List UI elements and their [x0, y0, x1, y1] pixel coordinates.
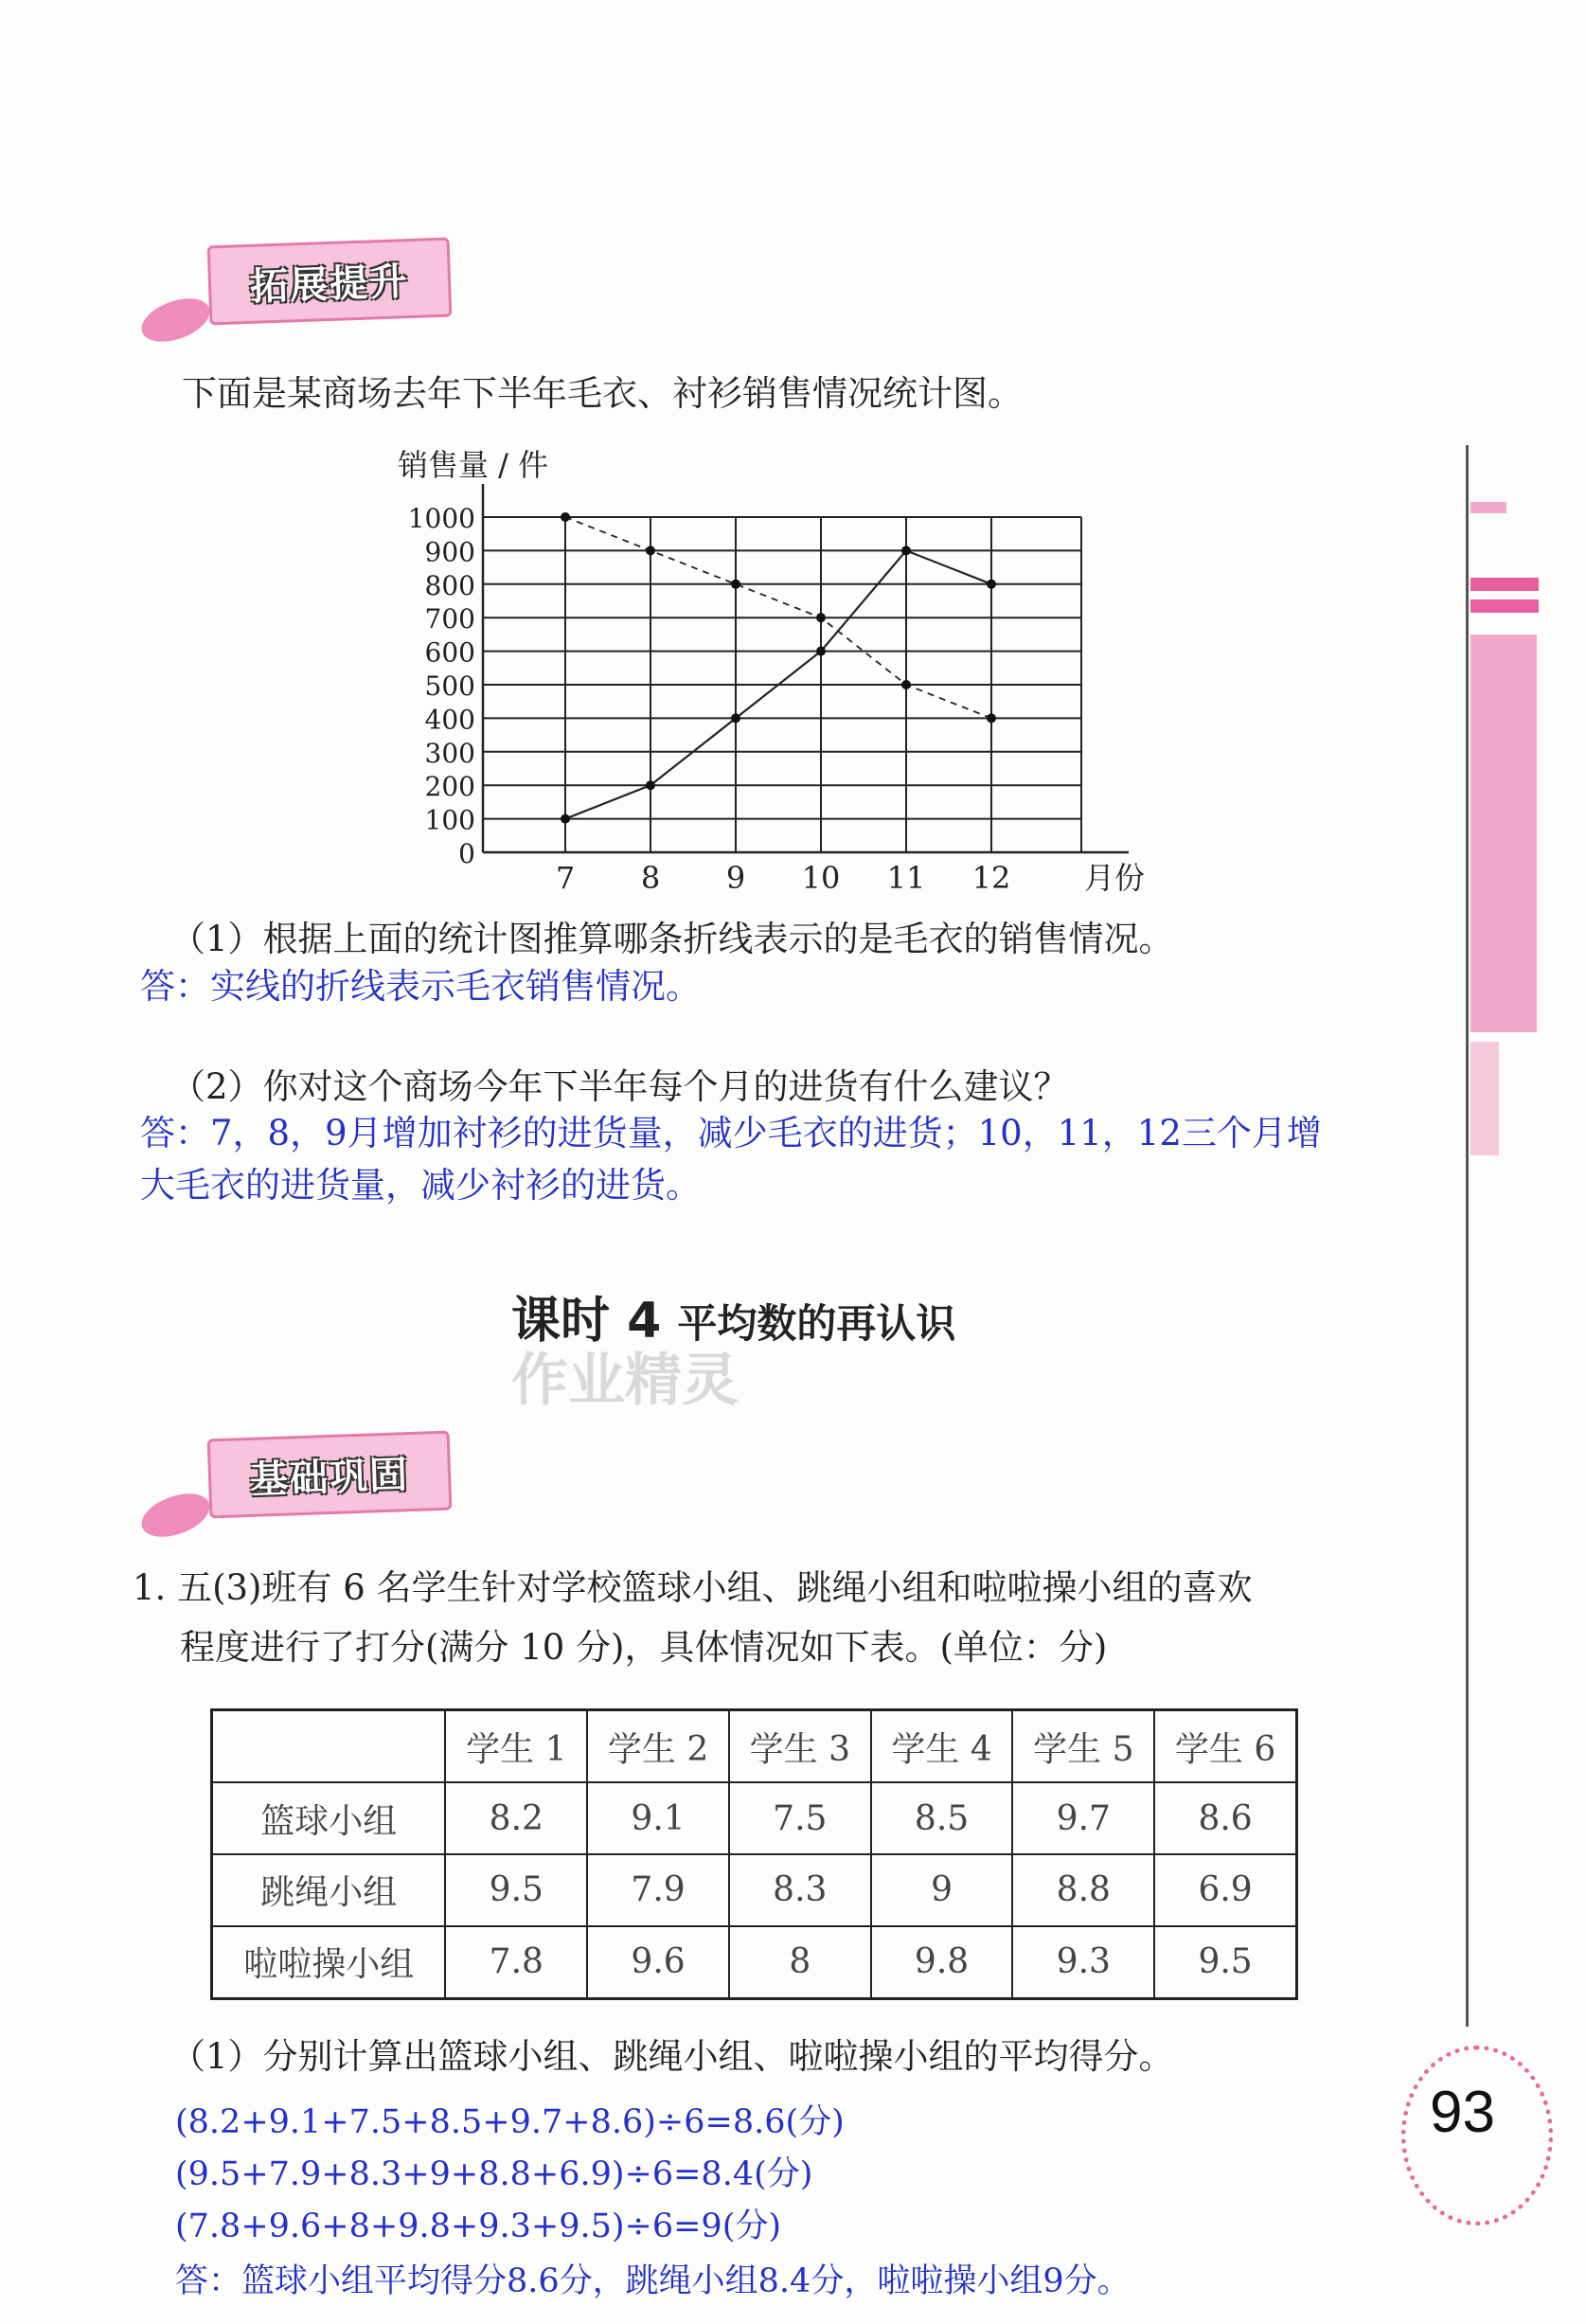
- table-cell: 7.8: [445, 1926, 587, 1999]
- data-point: [816, 613, 826, 622]
- data-point: [816, 647, 826, 656]
- chart-intro: 下面是某商场去年下半年毛衣、衬衫销售情况统计图。: [182, 373, 1023, 414]
- watermark: 作业精灵: [511, 1348, 739, 1414]
- y-tick-label: 300: [424, 737, 475, 769]
- table-cell: 7.9: [587, 1854, 729, 1926]
- x-tick-label: 9: [725, 860, 746, 896]
- data-point: [731, 580, 740, 589]
- table-cell: 9.7: [1012, 1782, 1154, 1854]
- x-tick-label: 7: [555, 860, 576, 896]
- table-header-cell: 学生 2: [587, 1710, 729, 1783]
- flower-decoration-icon: [135, 1485, 215, 1545]
- right-decor-bar-2: [1470, 578, 1539, 591]
- table-cell: 8.5: [871, 1782, 1013, 1854]
- p1-calc-1: (8.2+9.1+7.5+8.5+9.7+8.6)÷6=8.6(分): [175, 2103, 845, 2141]
- y-tick-label: 500: [424, 670, 475, 702]
- y-tick-label: 400: [424, 704, 475, 736]
- answer-2-line1: 答：7，8，9月增加衬衫的进货量，减少毛衣的进货；10，11，12三个月增: [140, 1113, 1322, 1153]
- data-point: [561, 512, 570, 522]
- y-tick-label: 0: [458, 838, 475, 869]
- p1-calc-3: (7.8+9.6+8+9.8+9.3+9.5)÷6=9(分): [175, 2208, 782, 2245]
- table-cell: 7.5: [729, 1782, 871, 1854]
- right-decor-bar-1: [1470, 502, 1506, 513]
- page-number: 93: [1430, 2080, 1495, 2145]
- table-row: [212, 1782, 1297, 1854]
- question-2: （2）你对这个商场今年下半年每个月的进货有什么建议？: [170, 1066, 1069, 1107]
- table-cell: 9: [871, 1854, 1013, 1926]
- y-tick-label: 200: [424, 771, 475, 803]
- y-tick-label: 1000: [407, 503, 475, 534]
- section-badge-extension: [207, 238, 453, 326]
- table-cell: 9.3: [1012, 1926, 1154, 1999]
- chart-xlabel: 月份: [1084, 860, 1146, 896]
- data-point: [731, 713, 740, 723]
- badge-label: 拓展提升: [249, 259, 410, 310]
- x-tick-label: 8: [640, 860, 661, 896]
- table-cell: 篮球小组: [212, 1782, 446, 1854]
- section-badge-basics: [207, 1431, 453, 1519]
- table-cell: 9.5: [1154, 1926, 1296, 1999]
- table-cell: 跳绳小组: [212, 1854, 446, 1926]
- data-point: [646, 545, 655, 555]
- table-header-cell: 学生 5: [1012, 1710, 1154, 1783]
- badge-label: 基础巩固: [249, 1453, 410, 1503]
- y-tick-label: 700: [424, 603, 475, 635]
- table-cell: 8.8: [1012, 1854, 1154, 1926]
- problem-1-line1: 1. 五(3)班有 6 名学生针对学校篮球小组、跳绳小组和啦啦操小组的喜欢: [133, 1567, 1253, 1608]
- x-tick-label: 11: [886, 860, 926, 896]
- y-tick-label: 800: [424, 569, 475, 601]
- table-cell: 8.3: [729, 1854, 871, 1926]
- chart-ylabel: 销售量 / 件: [398, 447, 549, 483]
- table-cell: 8: [729, 1926, 871, 1999]
- data-point: [987, 713, 996, 723]
- right-decor-strip: [1470, 635, 1537, 1032]
- right-decor-bar-4: [1470, 1042, 1499, 1155]
- question-1: （1）根据上面的统计图推算哪条折线表示的是毛衣的销售情况。: [170, 919, 1174, 959]
- p1-answer: 答：篮球小组平均得分8.6分，跳绳小组8.4分，啦啦操小组9分。: [175, 2262, 1131, 2300]
- table-cell: 8.6: [1154, 1782, 1296, 1854]
- data-point: [646, 780, 655, 790]
- table-cell: 啦啦操小组: [212, 1926, 446, 1999]
- right-margin-line: [1466, 445, 1469, 2027]
- table-header-cell: 学生 1: [445, 1710, 587, 1783]
- table-cell: 6.9: [1154, 1854, 1296, 1926]
- table-cell: 9.5: [445, 1854, 587, 1926]
- data-point: [901, 545, 911, 555]
- y-tick-label: 900: [424, 536, 475, 568]
- data-point: [561, 814, 570, 824]
- table-cell: 8.2: [445, 1782, 587, 1854]
- table-header-cell: 学生 4: [871, 1710, 1013, 1783]
- p1-question-1: （1）分别计算出篮球小组、跳绳小组、啦啦操小组的平均得分。: [170, 2036, 1174, 2077]
- table-header-cell: [212, 1710, 446, 1783]
- data-point: [901, 680, 911, 689]
- table-row: [212, 1926, 1297, 1999]
- data-point: [987, 580, 996, 589]
- x-tick-label: 10: [801, 860, 841, 896]
- right-decor-bar-3: [1470, 599, 1539, 613]
- problem-1-line2: 程度进行了打分(满分 10 分)，具体情况如下表。(单位：分): [180, 1627, 1108, 1668]
- y-tick-label: 600: [424, 636, 475, 669]
- table-cell: 9.1: [587, 1782, 729, 1854]
- sales-line-chart: [379, 436, 1193, 909]
- table-cell: 9.6: [587, 1926, 729, 1999]
- lesson-name: 平均数的再认识: [677, 1300, 956, 1347]
- answer-2-line2: 大毛衣的进货量，减少衬衫的进货。: [140, 1165, 701, 1206]
- table-header-cell: 学生 3: [729, 1710, 871, 1783]
- x-tick-label: 12: [971, 860, 1011, 896]
- table-cell: 9.8: [871, 1926, 1013, 1999]
- table-header-cell: 学生 6: [1154, 1710, 1296, 1783]
- scores-table: [210, 1708, 1298, 2000]
- lesson-number: 课时 4: [511, 1293, 662, 1350]
- table-header-row: [212, 1710, 1297, 1783]
- table-row: [212, 1854, 1297, 1926]
- y-tick-label: 100: [424, 804, 475, 836]
- flower-decoration-icon: [135, 290, 215, 349]
- p1-calc-2: (9.5+7.9+8.3+9+8.8+6.9)÷6=8.4(分): [175, 2155, 813, 2193]
- answer-1: 答：实线的折线表示毛衣销售情况。: [140, 966, 701, 1007]
